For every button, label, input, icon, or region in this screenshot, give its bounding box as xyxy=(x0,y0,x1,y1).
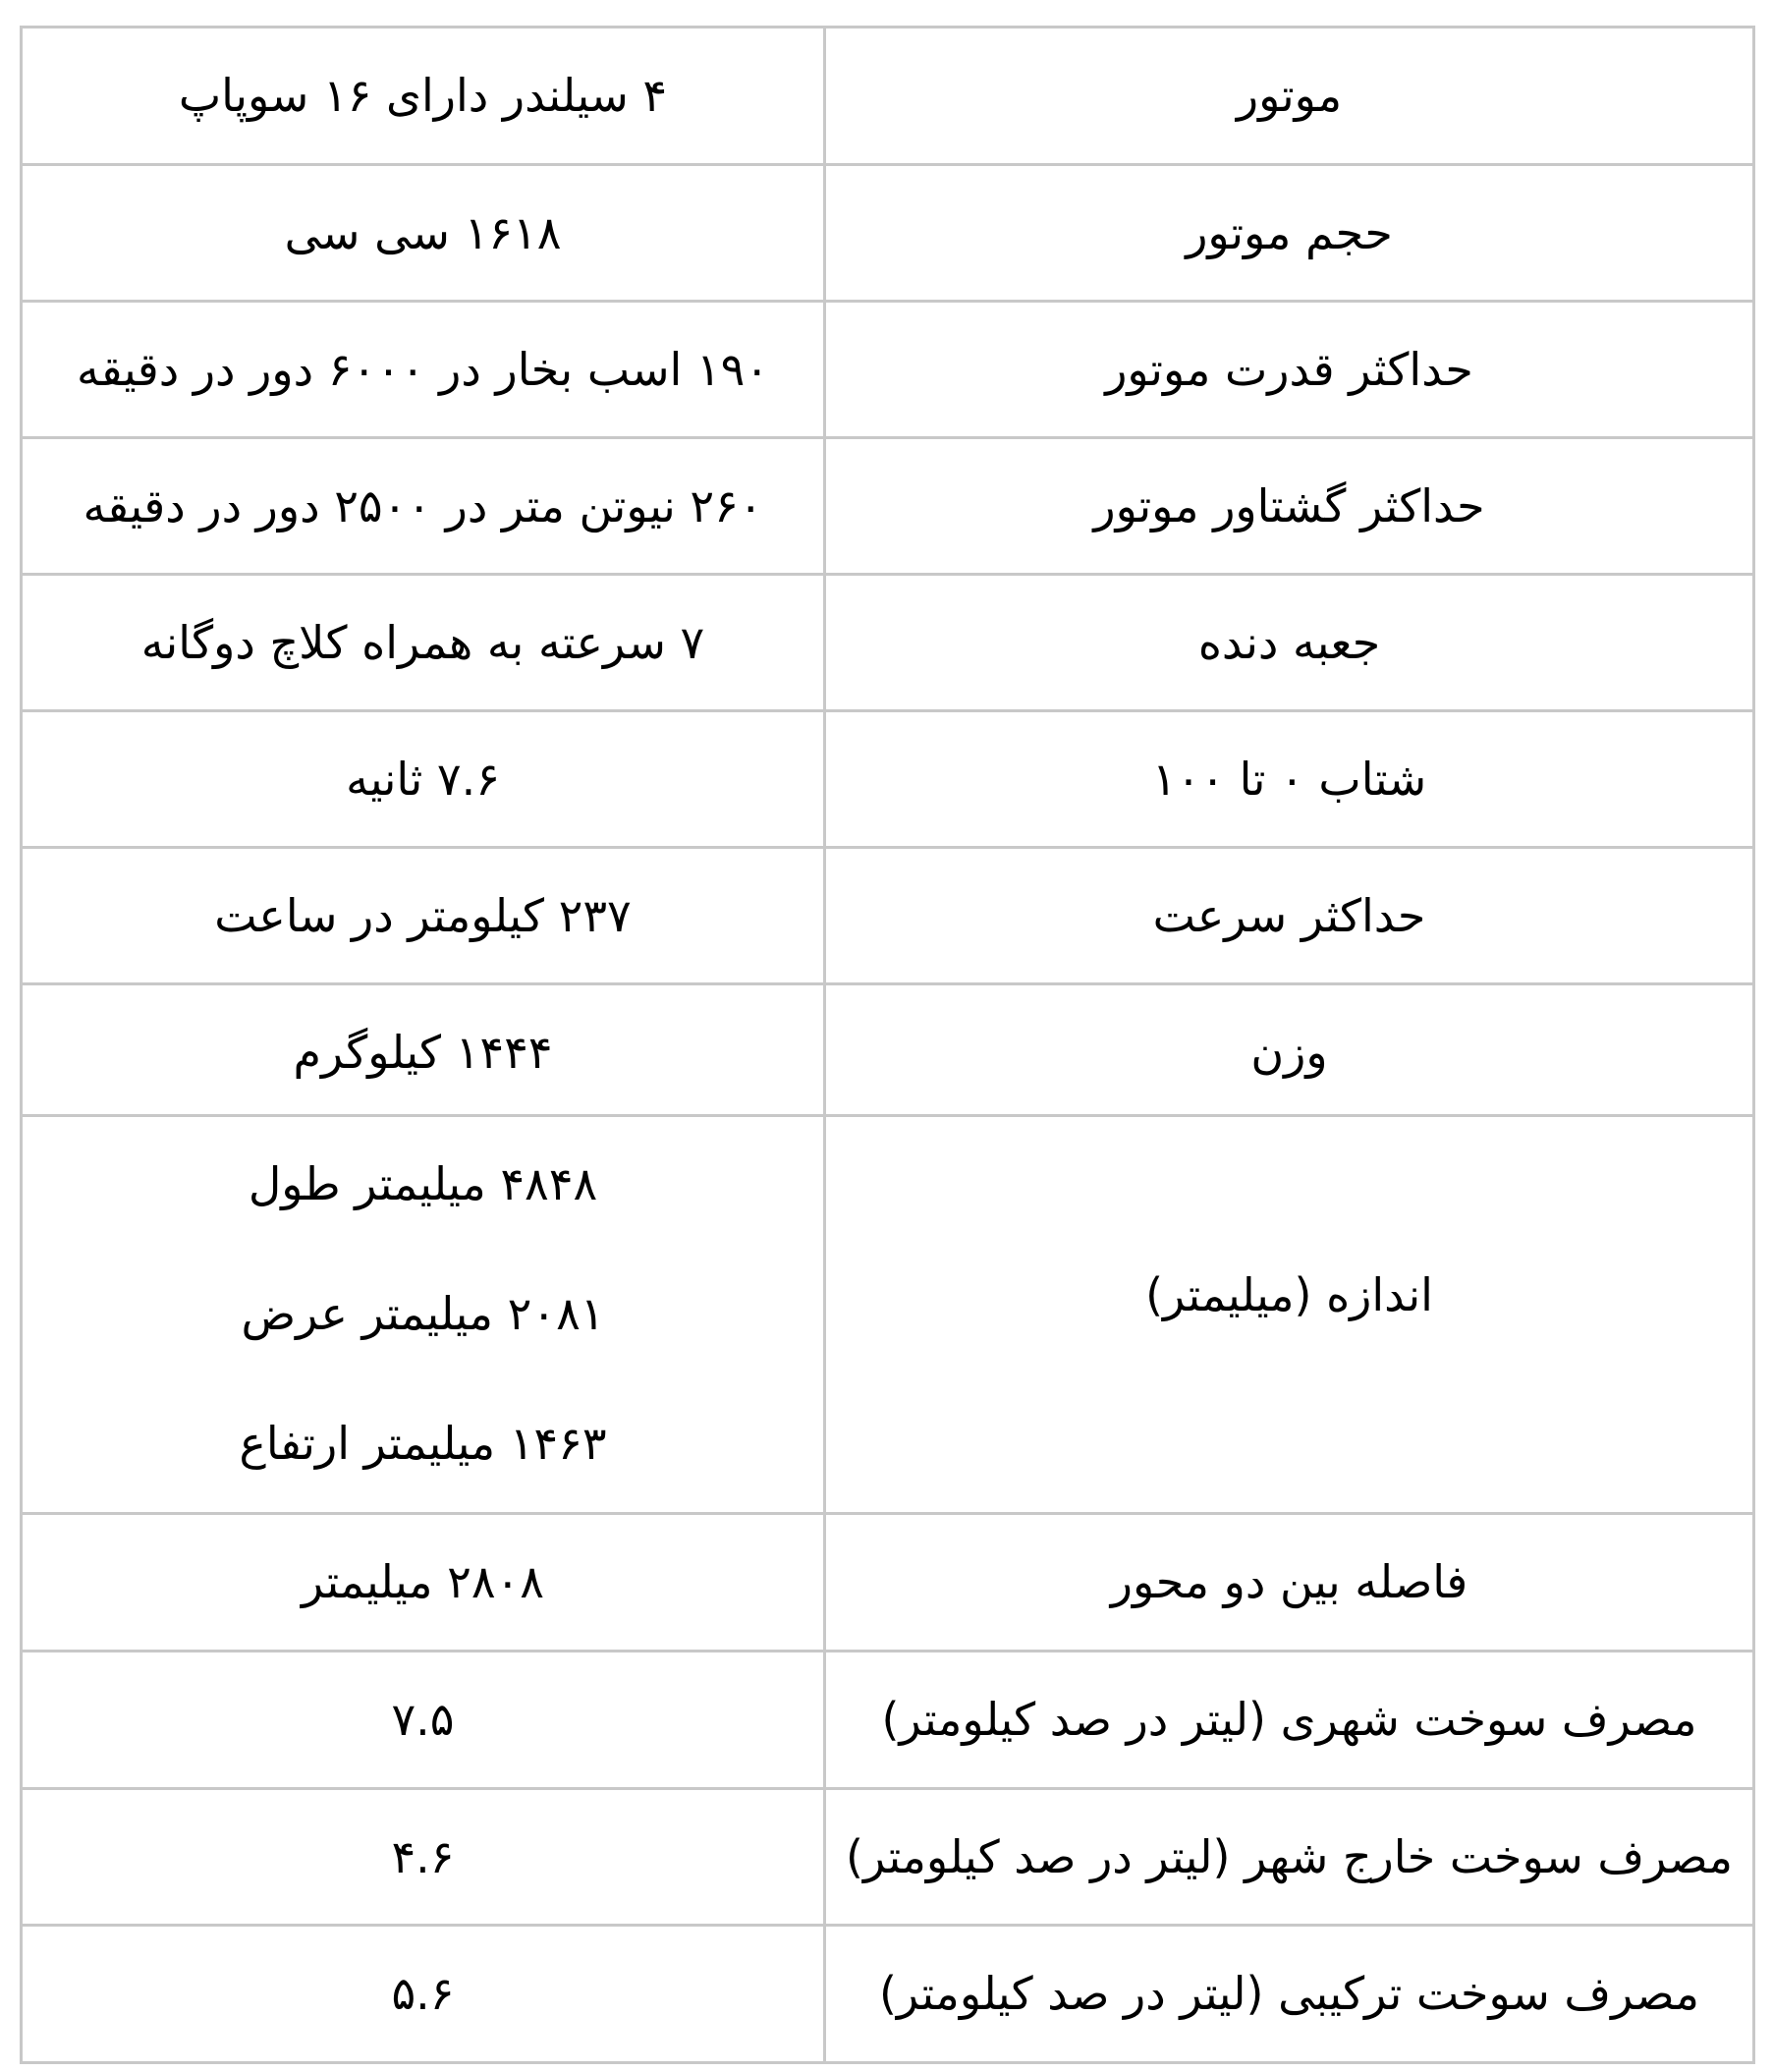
spec-label-cell xyxy=(825,302,1754,438)
spec-label: موتور xyxy=(1236,69,1343,122)
table-row xyxy=(22,848,1754,984)
spec-label-cell xyxy=(825,575,1754,711)
spec-value-cell xyxy=(22,984,825,1116)
spec-value-cell xyxy=(22,1116,825,1514)
spec-label-cell xyxy=(825,1514,1754,1652)
spec-value-cell xyxy=(22,848,825,984)
table-row xyxy=(22,711,1754,848)
spec-value: ۴.۶ xyxy=(391,1830,455,1883)
table-row xyxy=(22,984,1754,1116)
spec-label: حداکثر سرعت xyxy=(1152,889,1426,942)
spec-label-cell xyxy=(825,848,1754,984)
spec-label-cell xyxy=(825,438,1754,575)
spec-label-cell xyxy=(825,1926,1754,2063)
spec-label: جعبه دنده xyxy=(1197,616,1381,669)
spec-label: مصرف سوخت خارج شهر (لیتر در صد کیلومتر) xyxy=(846,1830,1733,1883)
spec-label: حجم موتور xyxy=(1186,206,1393,259)
table-row xyxy=(22,28,1754,165)
spec-value: ۵.۶ xyxy=(391,1967,455,2020)
spec-label-cell xyxy=(825,1116,1754,1514)
dimension-values xyxy=(23,1117,823,1475)
spec-label: حداکثر قدرت موتور xyxy=(1105,343,1473,396)
table-row xyxy=(22,1789,1754,1926)
spec-label-cell xyxy=(825,984,1754,1116)
spec-label-cell xyxy=(825,28,1754,165)
spec-label: مصرف سوخت ترکیبی (لیتر در صد کیلومتر) xyxy=(878,1967,1700,2020)
dimension-width: ۲۰۸۱ میلیمتر عرض xyxy=(241,1287,605,1340)
dimension-height: ۱۴۶۳ میلیمتر ارتفاع xyxy=(239,1417,607,1470)
spec-value: ۲۳۷ کیلومتر در ساعت xyxy=(214,889,632,942)
spec-label: وزن xyxy=(1250,1026,1328,1079)
spec-value: ۴ سیلندر دارای ۱۶ سوپاپ xyxy=(178,69,668,122)
spec-value: ۲۶۰ نیوتن متر در ۲۵۰۰ دور در دقیقه xyxy=(83,479,763,532)
spec-label: اندازه (میلیمتر) xyxy=(1145,1268,1433,1321)
table-row xyxy=(22,1514,1754,1652)
spec-value: ۷.۵ xyxy=(391,1693,455,1746)
spec-label-cell xyxy=(825,711,1754,848)
spec-value-cell xyxy=(22,1789,825,1926)
table-row xyxy=(22,575,1754,711)
dimension-length: ۴۸۴۸ میلیمتر طول xyxy=(248,1157,598,1210)
spec-value-cell xyxy=(22,28,825,165)
spec-value-cell xyxy=(22,438,825,575)
spec-label: فاصله بین دو محور xyxy=(1110,1555,1468,1608)
table-row xyxy=(22,302,1754,438)
spec-value: ۱۶۱۸ سی سی xyxy=(284,206,562,259)
table-row xyxy=(22,1926,1754,2063)
spec-label: حداکثر گشتاور موتور xyxy=(1093,479,1485,532)
spec-value-cell xyxy=(22,711,825,848)
spec-value: ۲۸۰۸ میلیمتر xyxy=(302,1555,544,1608)
spec-value-cell xyxy=(22,1652,825,1789)
spec-value-cell xyxy=(22,575,825,711)
specifications-table xyxy=(20,26,1755,2064)
spec-value: ۱۹۰ اسب بخار در ۶۰۰۰ دور در دقیقه xyxy=(76,343,770,396)
table-row xyxy=(22,1116,1754,1514)
spec-label-cell xyxy=(825,1652,1754,1789)
spec-label-cell xyxy=(825,1789,1754,1926)
spec-value-cell xyxy=(22,165,825,302)
spec-value-cell xyxy=(22,302,825,438)
table-row xyxy=(22,1652,1754,1789)
spec-label: مصرف سوخت شهری (لیتر در صد کیلومتر) xyxy=(881,1693,1697,1746)
spec-value: ۱۴۴۴ کیلوگرم xyxy=(293,1026,553,1079)
spec-value: ۷ سرعته به همراه کلاچ دوگانه xyxy=(140,616,705,669)
table-row xyxy=(22,165,1754,302)
spec-label: شتاب ۰ تا ۱۰۰ xyxy=(1151,753,1427,806)
spec-value-cell xyxy=(22,1514,825,1652)
spec-label-cell xyxy=(825,165,1754,302)
spec-value-cell xyxy=(22,1926,825,2063)
spec-value: ۷.۶ ثانیه xyxy=(346,753,500,806)
table-row xyxy=(22,438,1754,575)
